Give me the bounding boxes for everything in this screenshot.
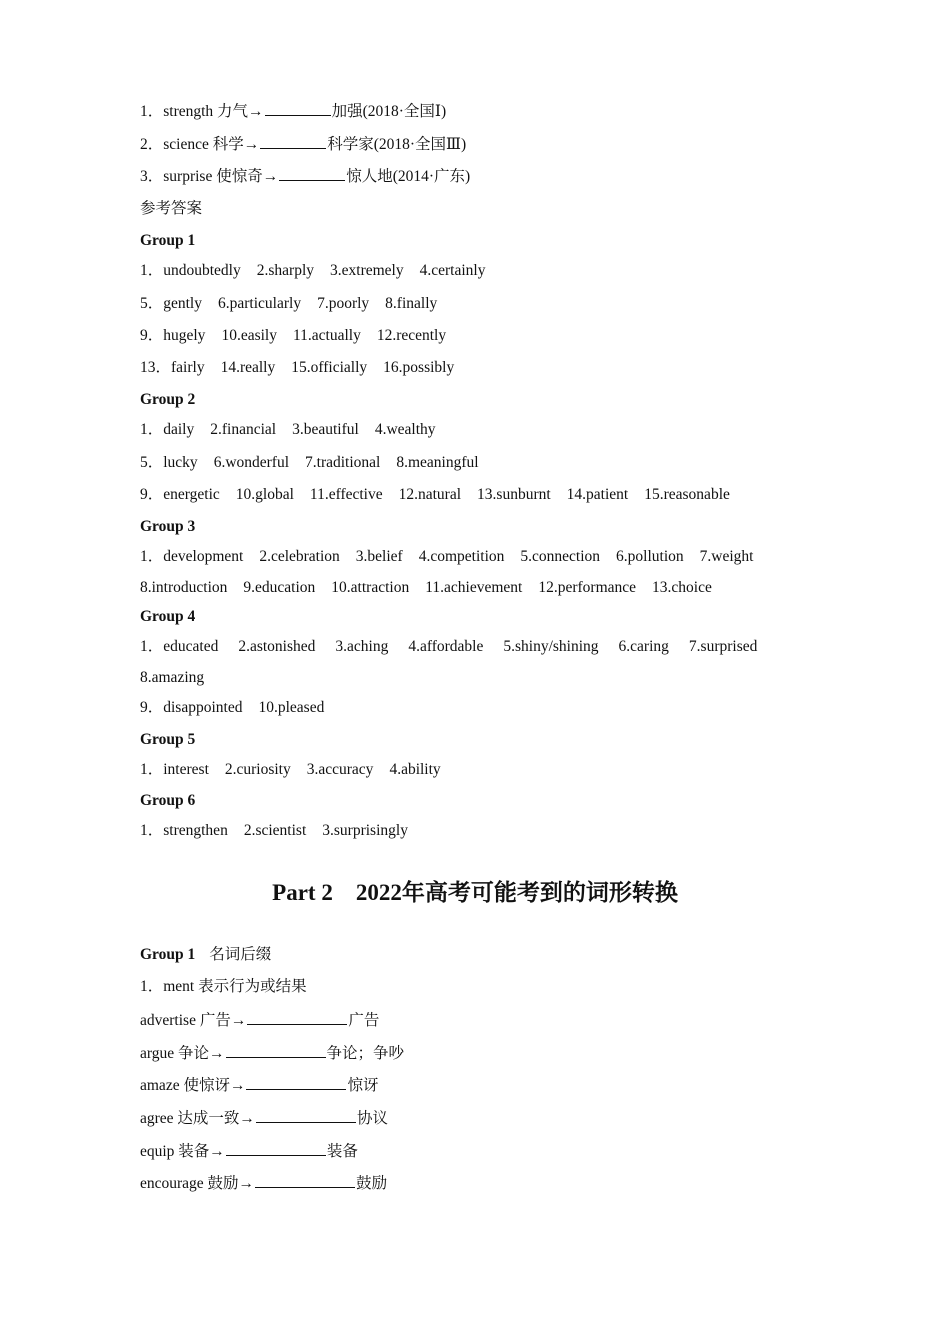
- answer-word: 12.natural: [398, 486, 462, 503]
- answer-line: [140, 261, 485, 281]
- answer-blank[interactable]: [260, 134, 326, 149]
- answer-word: 2.sharply: [256, 262, 315, 279]
- answer-blank[interactable]: [226, 1043, 326, 1058]
- exercise-prompt: 3．surprise 使惊奇→: [140, 168, 279, 185]
- answer-word: 1．strengthen: [140, 822, 228, 839]
- word-form-item: [140, 1141, 358, 1162]
- exercise-hint: 惊人地(2014·广东): [346, 168, 471, 185]
- answer-word: 1．development: [140, 548, 244, 565]
- answer-word: 9．disappointed: [140, 699, 243, 716]
- answer-word: 11.achievement: [425, 579, 523, 596]
- answer-word: 2.celebration: [259, 548, 340, 565]
- answer-line: [140, 485, 730, 505]
- answer-word: 16.possibly: [383, 359, 455, 376]
- answer-word: 4.competition: [418, 548, 505, 565]
- group-title: Group 5: [140, 731, 196, 748]
- answer-word: 8.finally: [385, 295, 438, 312]
- answer-word: 13.choice: [652, 579, 712, 596]
- answer-word: 3.surprisingly: [322, 822, 408, 839]
- answer-word: 6.caring: [618, 638, 669, 655]
- answer-line: [140, 420, 436, 440]
- answers-heading: 参考答案: [140, 200, 203, 217]
- answer-word: 5．lucky: [140, 454, 198, 471]
- answer-word: 2.curiosity: [224, 761, 291, 778]
- answer-word: 4.certainly: [419, 262, 486, 279]
- answer-word: 7.weight: [699, 548, 754, 565]
- exercise-hint: 加强(2018·全国Ⅰ): [331, 103, 447, 120]
- word-form-item: [140, 1043, 404, 1064]
- answer-word: 1．daily: [140, 421, 195, 438]
- answer-blank[interactable]: [246, 1075, 346, 1090]
- word-form-item: [140, 1173, 387, 1194]
- answer-word: 9.education: [243, 579, 316, 596]
- exercise-prompt: 2．science 科学→: [140, 136, 260, 153]
- answer-word: 9．energetic: [140, 486, 220, 503]
- word-prompt: equip 装备→: [140, 1143, 225, 1160]
- part2-group-heading: [140, 945, 271, 965]
- answer-blank[interactable]: [279, 166, 345, 181]
- answer-line: [140, 821, 408, 841]
- answer-blank[interactable]: [256, 1108, 356, 1123]
- answer-word: 2.scientist: [243, 822, 307, 839]
- word-prompt: agree 达成一致→: [140, 1110, 255, 1127]
- word-meaning: 鼓励: [356, 1175, 388, 1192]
- answer-line: [140, 637, 757, 657]
- answer-word: 2.financial: [210, 421, 277, 438]
- answer-word: 13.sunburnt: [477, 486, 551, 503]
- answer-line: [140, 358, 454, 378]
- answer-word: 7.poorly: [317, 295, 370, 312]
- exercise-item-1: [140, 101, 446, 122]
- group-subtitle: 名词后缀: [209, 946, 272, 963]
- word-meaning: 装备: [326, 1143, 358, 1160]
- word-meaning: 广告: [348, 1012, 380, 1029]
- word-meaning: 争论；争吵: [326, 1045, 405, 1062]
- answer-word: 3.extremely: [330, 262, 404, 279]
- answer-word: 4.affordable: [408, 638, 484, 655]
- word-prompt: amaze 使惊讶→: [140, 1077, 246, 1094]
- answer-word: 11.effective: [309, 486, 383, 503]
- answer-word: 10.easily: [221, 327, 277, 344]
- answer-word: 1．interest: [140, 761, 209, 778]
- answer-line: [140, 760, 441, 780]
- answer-word: 8.amazing: [140, 669, 205, 686]
- answer-line: [140, 547, 753, 567]
- answer-word: 5.shiny/shining: [503, 638, 599, 655]
- answer-line: [140, 294, 437, 314]
- answer-word: 1．undoubtedly: [140, 262, 241, 279]
- answer-word: 3.beautiful: [292, 421, 359, 438]
- answer-word: 3.accuracy: [306, 761, 374, 778]
- answer-word: 1．educated: [140, 638, 219, 655]
- answer-word: 7.surprised: [688, 638, 758, 655]
- answer-word: 13．fairly: [140, 359, 205, 376]
- answer-word: 4.ability: [389, 761, 441, 778]
- answer-word: 10.attraction: [331, 579, 410, 596]
- answer-word: 14.patient: [566, 486, 629, 503]
- answer-line: [140, 668, 204, 688]
- answer-word: 4.wealthy: [374, 421, 436, 438]
- answer-word: 7.traditional: [305, 454, 381, 471]
- answer-word: 5．gently: [140, 295, 202, 312]
- answer-line: [140, 453, 479, 473]
- answer-word: 8.meaningful: [396, 454, 479, 471]
- answer-word: 9．hugely: [140, 327, 206, 344]
- exercise-item-2: [140, 134, 466, 155]
- word-prompt: encourage 鼓励→: [140, 1175, 255, 1192]
- answer-word: 3.belief: [355, 548, 403, 565]
- answer-word: 15.reasonable: [644, 486, 730, 503]
- item-heading: 1．ment 表示行为或结果: [140, 978, 307, 995]
- word-form-item: [140, 1010, 379, 1031]
- group-title: Group 6: [140, 792, 196, 809]
- answer-word: 5.connection: [520, 548, 601, 565]
- answer-word: 6.particularly: [218, 295, 302, 312]
- word-meaning: 惊讶: [347, 1077, 379, 1094]
- answer-word: 2.astonished: [238, 638, 316, 655]
- answer-word: 14.really: [220, 359, 276, 376]
- answer-blank[interactable]: [247, 1010, 347, 1025]
- word-form-item: [140, 1108, 388, 1129]
- exercise-hint: 科学家(2018·全国Ⅲ): [327, 136, 467, 153]
- answer-word: 8.introduction: [140, 579, 228, 596]
- answer-blank[interactable]: [255, 1173, 355, 1188]
- answer-word: 6.pollution: [616, 548, 684, 565]
- group-title: Group 1: [140, 232, 196, 249]
- answer-word: 12.performance: [538, 579, 637, 596]
- exercise-prompt: 1．strength 力气→: [140, 103, 264, 120]
- answer-line: [140, 578, 712, 598]
- group-title: Group 2: [140, 391, 196, 408]
- answer-word: 3.aching: [335, 638, 389, 655]
- answer-word: 15.officially: [291, 359, 368, 376]
- group-title: Group 3: [140, 518, 196, 535]
- answer-word: 10.pleased: [258, 699, 325, 716]
- word-prompt: argue 争论→: [140, 1045, 225, 1062]
- group-title: Group 1: [140, 946, 196, 963]
- group-title: Group 4: [140, 608, 196, 625]
- part-title: Part 2 2022年高考可能考到的词形转换: [272, 880, 678, 905]
- word-meaning: 协议: [356, 1110, 388, 1127]
- answer-line: [140, 698, 324, 718]
- answer-blank[interactable]: [265, 101, 331, 116]
- exercise-item-3: [140, 166, 470, 187]
- answer-word: 11.actually: [292, 327, 361, 344]
- word-prompt: advertise 广告→: [140, 1012, 247, 1029]
- answer-blank[interactable]: [226, 1141, 326, 1156]
- answer-line: [140, 326, 446, 346]
- answer-word: 6.wonderful: [213, 454, 290, 471]
- answer-word: 12.recently: [376, 327, 447, 344]
- word-form-item: [140, 1075, 378, 1096]
- answer-word: 10.global: [235, 486, 294, 503]
